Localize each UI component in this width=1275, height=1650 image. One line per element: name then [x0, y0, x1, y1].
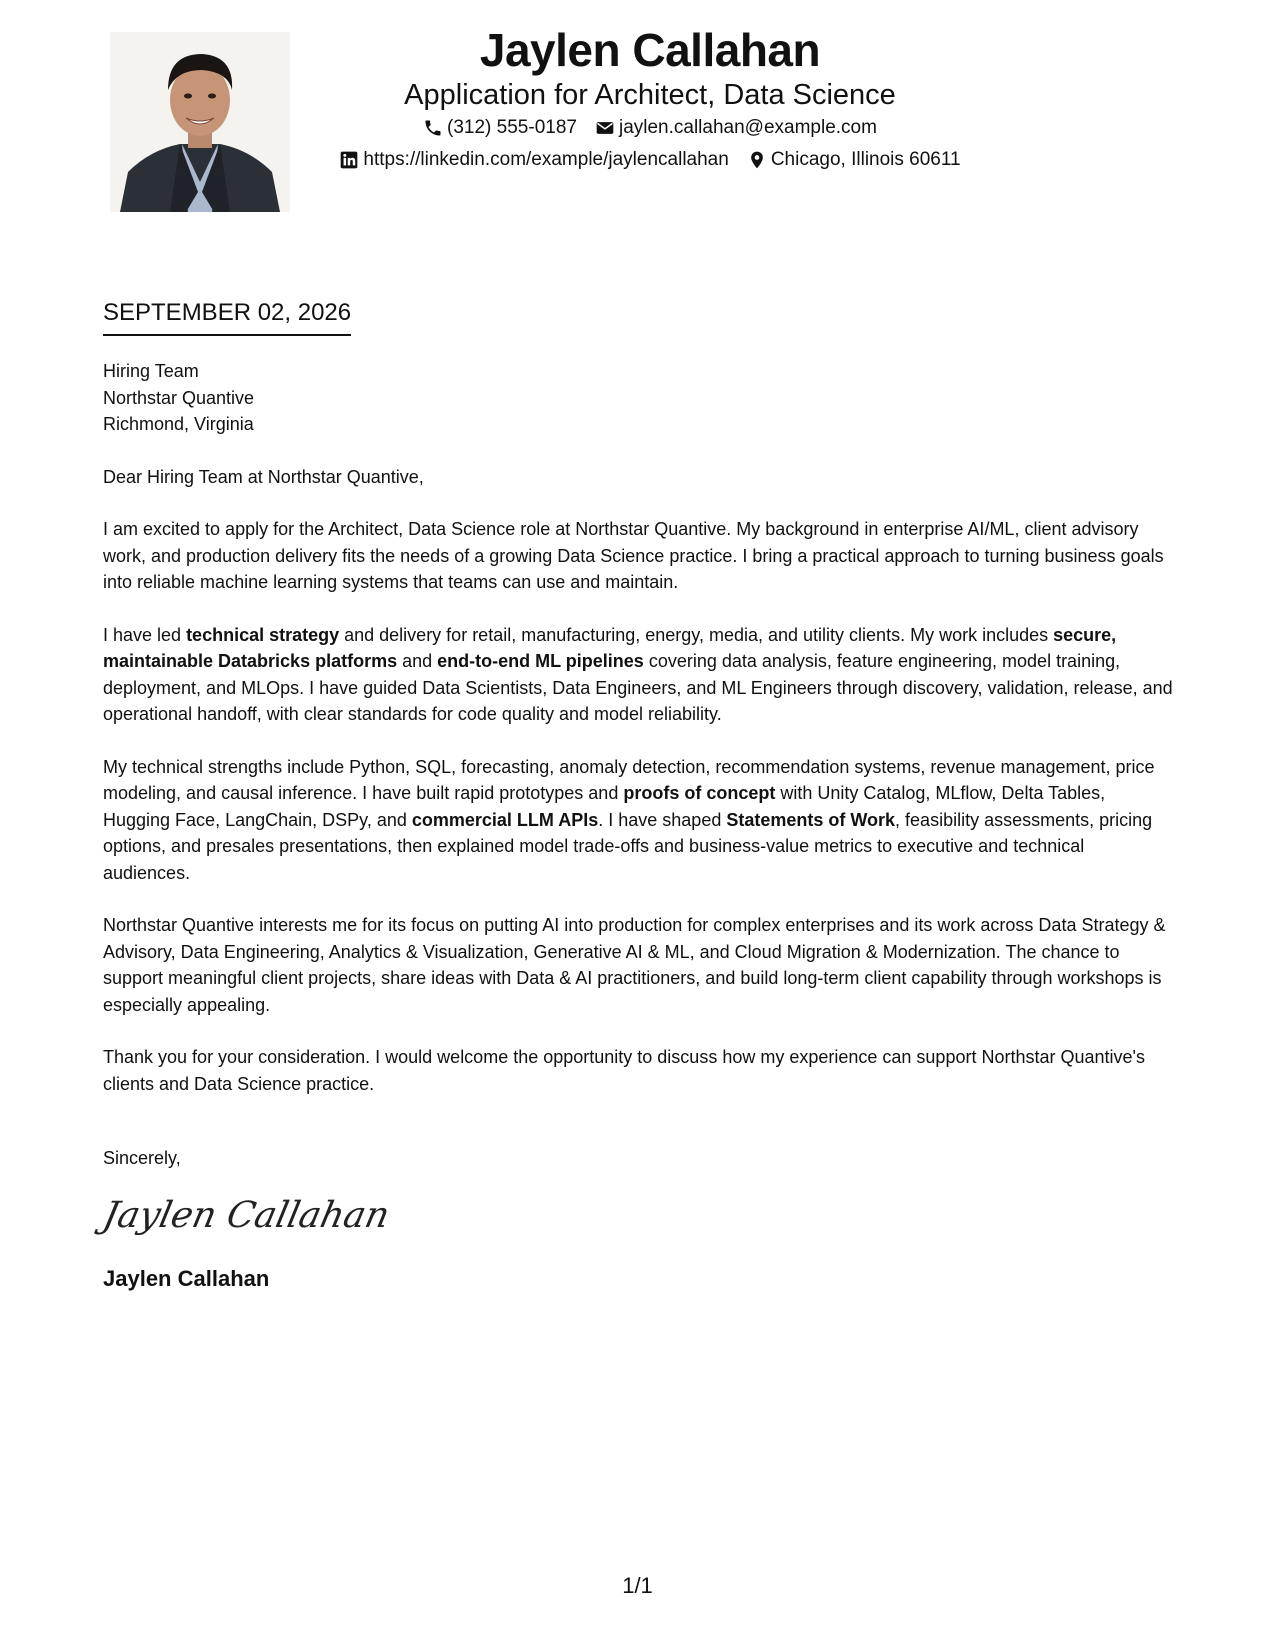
- location-contact: [747, 144, 961, 176]
- recipient-line: Hiring Team: [103, 361, 199, 381]
- email-contact[interactable]: [595, 112, 877, 144]
- letter-date-block: [103, 298, 351, 336]
- phone-contact[interactable]: [423, 112, 577, 144]
- location-text: Chicago, Illinois 60611: [770, 149, 961, 170]
- signer-name: Jaylen Callahan: [103, 1266, 270, 1291]
- header: [300, 22, 1000, 176]
- closing: Sincerely,: [103, 1148, 181, 1168]
- bold-run: end-to-end ML pipelines: [437, 651, 644, 671]
- page-number: 1/1: [622, 1573, 653, 1598]
- bold-run: secure, maintainable Databricks platforms: [103, 624, 1117, 671]
- bold-run: Statements of Work: [726, 809, 896, 830]
- text-run: covering data analysis, feature engineering, model training, deployment, and MLOps. I have guided Data Scientists, Data Engineers, and ML Engineers through discovery, validation, release, and operational handoff, with clear standards for code quality and model reliability.: [103, 651, 1173, 724]
- paragraph-strengths: [103, 754, 1173, 887]
- recipient-line: Northstar Quantive: [103, 387, 255, 408]
- bold-run: commercial LLM APIs: [411, 809, 599, 830]
- text-run: with Unity Catalog, MLflow, Delta Tables, Hugging Face, LangChain, DSPy, and: [103, 783, 1106, 830]
- paragraph-experience: [103, 622, 1173, 728]
- application-subtitle: Application for Architect, Data Science: [404, 79, 896, 111]
- signature-text: Jaylen Callahan: [99, 1193, 394, 1236]
- text-run: and: [397, 651, 438, 671]
- email-text: jaylen.callahan@example.com: [618, 117, 877, 138]
- envelope-icon: [595, 118, 615, 138]
- text-run: , feasibility assessments, pricing options, and presales presentations, then explained model trade-offs and business-value metrics to executive and technical audiences.: [103, 809, 1153, 883]
- contact-row-1: [300, 112, 1000, 144]
- text-run: My technical strengths include Python, SQL, forecasting, anomaly detection, recommendation systems, revenue management, price modeling, and causal inference. I have built rapid prototypes and: [103, 756, 1155, 803]
- paragraph-intro: I am excited to apply for the Architect, Data Science role at Northstar Quantive. My background in enterprise AI/ML, client advisory work, and production delivery fits the needs of a growing Data Science practice. I bring a practical approach to turning business goals into reliable machine learning systems that teams can use and maintain.: [103, 519, 1164, 592]
- letter-body: [103, 358, 1173, 1123]
- linkedin-icon: [339, 150, 359, 170]
- recipient-address: [103, 358, 1173, 438]
- paragraph-interest: Northstar Quantive interests me for its focus on putting AI into production for complex enterprises and its work across Data Strategy & Advisory, Data Engineering, Analytics & Visualization, Generative AI & ML, and Cloud Migration & Modernization. The chance to support meaningful client projects, share ideas with Data & AI practitioners, and build long-term client capability through workshops is especially appealing.: [103, 915, 1166, 1015]
- phone-text: (312) 555-0187: [447, 117, 577, 138]
- phone-icon: [423, 118, 443, 138]
- text-run: . I have shaped: [598, 809, 727, 830]
- contact-row-2: [300, 144, 1000, 176]
- portrait-photo: [110, 32, 290, 212]
- handwritten-signature: [99, 1191, 394, 1246]
- linkedin-text: https://linkedin.com/example/jaylencallahan: [363, 149, 729, 170]
- bold-run: proofs of concept: [623, 783, 776, 803]
- paragraph-closing: Thank you for your consideration. I would welcome the opportunity to discuss how my experience can support Northstar Quantive's clients and Data Science practice.: [103, 1047, 1145, 1094]
- applicant-name: Jaylen Callahan: [479, 24, 821, 76]
- letter-date: SEPTEMBER 02, 2026: [103, 298, 351, 336]
- map-pin-icon: [747, 150, 767, 170]
- linkedin-contact[interactable]: [339, 144, 728, 176]
- text-run: and delivery for retail, manufacturing, energy, media, and utility clients. My work includes: [339, 624, 1054, 645]
- recipient-line: Richmond, Virginia: [103, 414, 254, 434]
- sign-off: [99, 1148, 394, 1292]
- bold-run: technical strategy: [186, 624, 340, 645]
- salutation: Dear Hiring Team at Northstar Quantive,: [103, 466, 424, 487]
- text-run: I have led: [103, 624, 187, 645]
